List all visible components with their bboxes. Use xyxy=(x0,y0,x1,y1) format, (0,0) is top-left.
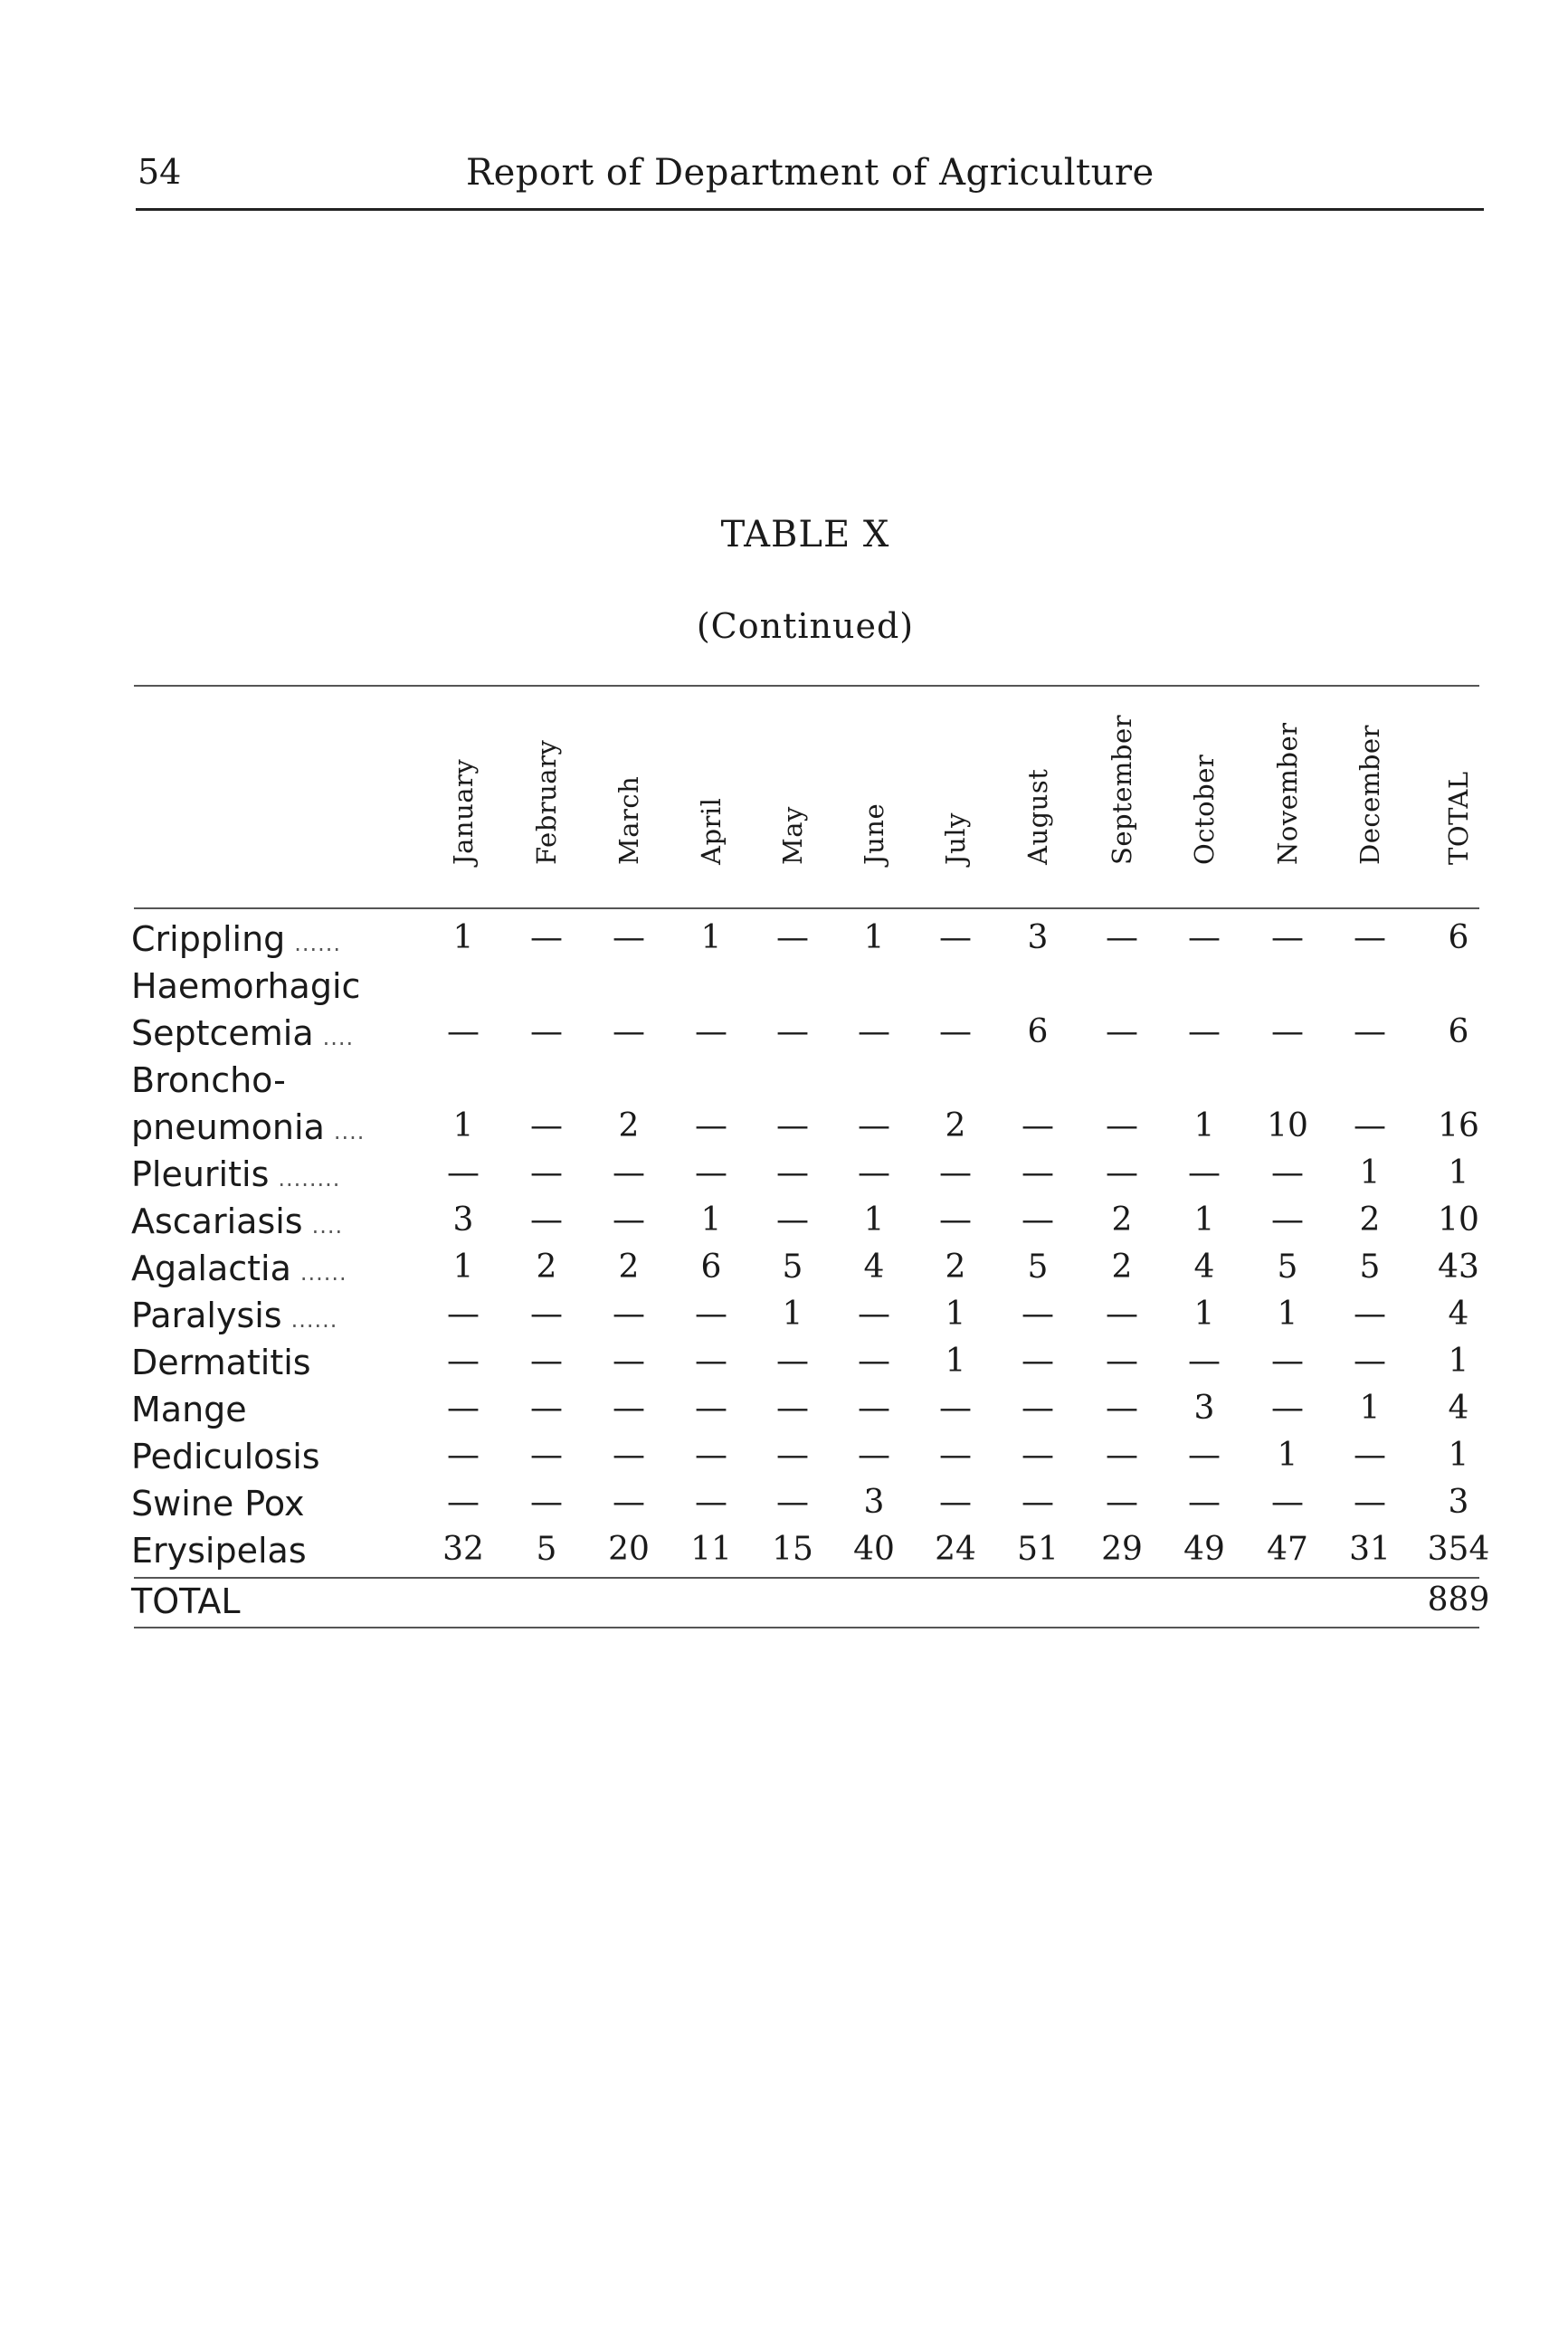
table-cell: — xyxy=(939,1013,972,1050)
table-cell: 15 xyxy=(772,1531,813,1568)
table-cell: 1 xyxy=(1193,1201,1215,1239)
leader-dots: ...... xyxy=(299,1260,347,1286)
column-header-april xyxy=(684,692,738,896)
column-header-label: October xyxy=(1189,754,1220,865)
column-header-december xyxy=(1343,692,1397,896)
column-header-october xyxy=(1177,692,1231,896)
table-cell: — xyxy=(695,1437,727,1474)
row-label-pleuritis xyxy=(131,1154,340,1194)
table-cell: — xyxy=(1354,1343,1386,1380)
table-cell: — xyxy=(1271,1013,1304,1050)
table-cell: — xyxy=(530,1013,563,1050)
column-header-label: December xyxy=(1354,725,1385,865)
table-cell: — xyxy=(1354,1484,1386,1521)
table-cell: 1 xyxy=(700,919,722,956)
table-cell: — xyxy=(776,1484,809,1521)
table-cell: 47 xyxy=(1267,1531,1308,1568)
table-cell: 5 xyxy=(1027,1248,1049,1286)
table-title: TABLE X xyxy=(720,514,890,555)
table-cell: — xyxy=(613,1343,645,1380)
table-cell: — xyxy=(1354,1437,1386,1474)
column-header-label: November xyxy=(1272,722,1303,865)
header-bottom-rule xyxy=(134,907,1479,909)
row-total-cell: 10 xyxy=(1438,1201,1479,1239)
table-cell: — xyxy=(776,1107,809,1144)
row-total-cell: 6 xyxy=(1448,1013,1469,1050)
table-cell: — xyxy=(613,1013,645,1050)
table-cell: — xyxy=(858,1107,890,1144)
row-label-swine-pox xyxy=(131,1484,304,1524)
table-cell: — xyxy=(447,1154,480,1191)
table-cell: — xyxy=(695,1107,727,1144)
row-label-text: Broncho- xyxy=(131,1060,286,1100)
table-cell: 49 xyxy=(1183,1531,1225,1568)
table-cell: — xyxy=(530,1154,563,1191)
row-label-pediculosis xyxy=(131,1437,320,1476)
table-cell: 10 xyxy=(1267,1107,1308,1144)
table-cell: — xyxy=(858,1013,890,1050)
row-label-text: Agalactia xyxy=(131,1248,291,1288)
table-cell: — xyxy=(1188,1437,1221,1474)
table-cell: — xyxy=(695,1390,727,1427)
row-label-dermatitis xyxy=(131,1343,311,1382)
table-cell: 1 xyxy=(863,919,885,956)
column-header-january xyxy=(436,692,490,896)
table-cell: 31 xyxy=(1349,1531,1391,1568)
table-cell: 2 xyxy=(945,1248,966,1286)
table-cell: — xyxy=(776,1201,809,1239)
table-cell: — xyxy=(530,1296,563,1333)
table-cell: 1 xyxy=(782,1296,803,1333)
column-header-label: June xyxy=(859,802,889,865)
table-cell: — xyxy=(858,1296,890,1333)
column-header-june xyxy=(847,692,901,896)
table-cell: — xyxy=(1022,1343,1054,1380)
table-cell: 2 xyxy=(1359,1201,1381,1239)
row-label-pneumonia xyxy=(131,1107,365,1147)
table-cell: — xyxy=(613,1390,645,1427)
table-cell: — xyxy=(695,1013,727,1050)
table-cell: — xyxy=(613,1296,645,1333)
table-cell: — xyxy=(776,1437,809,1474)
column-header-label: September xyxy=(1107,715,1137,865)
table-cell: — xyxy=(1271,1201,1304,1239)
leader-dots: ...... xyxy=(290,1307,338,1333)
table-cell: 1 xyxy=(452,1107,474,1144)
table-cell: — xyxy=(1106,1484,1138,1521)
table-cell: 32 xyxy=(442,1531,484,1568)
table-cell: — xyxy=(530,1343,563,1380)
table-cell: — xyxy=(776,1390,809,1427)
table-cell: — xyxy=(1106,1107,1138,1144)
table-cell: — xyxy=(858,1437,890,1474)
table-cell: 6 xyxy=(700,1248,722,1286)
table-cell: — xyxy=(1106,1013,1138,1050)
table-cell: 2 xyxy=(618,1107,640,1144)
row-label-text: Mange xyxy=(131,1390,247,1429)
column-header-label: January xyxy=(448,758,479,865)
table-cell: — xyxy=(447,1437,480,1474)
table-cell: — xyxy=(1354,1296,1386,1333)
table-cell: 20 xyxy=(608,1531,650,1568)
header-rule xyxy=(136,208,1484,211)
row-label-crippling xyxy=(131,919,341,959)
table-bottom-rule xyxy=(134,1627,1479,1628)
column-header-november xyxy=(1260,692,1315,896)
column-header-label: March xyxy=(613,775,644,865)
column-header-label: February xyxy=(531,739,562,865)
table-cell: — xyxy=(939,1390,972,1427)
row-total-cell: 43 xyxy=(1438,1248,1479,1286)
table-cell: 51 xyxy=(1017,1531,1059,1568)
row-label-text: Crippling xyxy=(131,919,286,959)
total-row-label: TOTAL xyxy=(131,1581,241,1621)
table-cell: 40 xyxy=(853,1531,895,1568)
leader-dots: .... xyxy=(311,1213,344,1239)
row-label-text: Dermatitis xyxy=(131,1343,311,1382)
table-cell: — xyxy=(530,1484,563,1521)
table-cell: — xyxy=(1106,1437,1138,1474)
table-cell: — xyxy=(1022,1107,1054,1144)
table-cell: — xyxy=(1022,1390,1054,1427)
row-total-cell: 4 xyxy=(1448,1296,1469,1333)
row-label-erysipelas xyxy=(131,1531,307,1571)
table-cell: 2 xyxy=(536,1248,557,1286)
row-label-text: Pleuritis xyxy=(131,1154,270,1194)
table-cell: 24 xyxy=(935,1531,976,1568)
table-cell: — xyxy=(776,919,809,956)
table-cell: — xyxy=(1271,1390,1304,1427)
table-cell: 5 xyxy=(536,1531,557,1568)
table-cell: 6 xyxy=(1027,1013,1049,1050)
row-total-cell: 16 xyxy=(1438,1107,1479,1144)
row-total-cell: 1 xyxy=(1448,1343,1469,1380)
table-cell: 4 xyxy=(1193,1248,1215,1286)
row-label-text: Haemorhagic xyxy=(131,966,361,1006)
table-cell: — xyxy=(1106,1154,1138,1191)
total-rule xyxy=(134,1577,1479,1579)
table-cell: — xyxy=(613,1201,645,1239)
table-cell: — xyxy=(1354,1013,1386,1050)
table-cell: 1 xyxy=(945,1343,966,1380)
table-cell: — xyxy=(695,1484,727,1521)
table-cell: — xyxy=(1106,919,1138,956)
row-total-cell: 4 xyxy=(1448,1390,1469,1427)
table-cell: 2 xyxy=(1111,1201,1133,1239)
leader-dots: .... xyxy=(322,1025,355,1050)
column-header-label: July xyxy=(940,812,971,865)
table-cell: — xyxy=(1106,1296,1138,1333)
table-cell: — xyxy=(530,919,563,956)
row-total-cell: 3 xyxy=(1448,1484,1469,1521)
table-cell: 1 xyxy=(1359,1390,1381,1427)
row-total-cell: 6 xyxy=(1448,919,1469,956)
table-cell: — xyxy=(530,1437,563,1474)
table-cell: — xyxy=(613,919,645,956)
table-cell: — xyxy=(695,1154,727,1191)
row-label-text: pneumonia xyxy=(131,1107,325,1147)
table-cell: — xyxy=(939,1484,972,1521)
row-label-text: Paralysis xyxy=(131,1296,282,1335)
table-subtitle: (Continued) xyxy=(696,606,915,646)
table-cell: — xyxy=(1188,1343,1221,1380)
table-cell: — xyxy=(1271,1154,1304,1191)
table-cell: — xyxy=(1022,1201,1054,1239)
table-cell: — xyxy=(613,1484,645,1521)
table-cell: — xyxy=(1022,1437,1054,1474)
table-cell: 1 xyxy=(1193,1107,1215,1144)
leader-dots: .... xyxy=(333,1119,366,1144)
table-cell: — xyxy=(1106,1390,1138,1427)
row-label-mange xyxy=(131,1390,247,1429)
table-cell: 4 xyxy=(863,1248,885,1286)
table-cell: 1 xyxy=(452,919,474,956)
column-header-march xyxy=(602,692,656,896)
leader-dots: ...... xyxy=(294,931,342,956)
table-top-rule xyxy=(134,685,1479,687)
table-cell: — xyxy=(447,1013,480,1050)
row-label-haemorhagic xyxy=(131,966,360,1006)
column-header-label: April xyxy=(696,797,727,865)
table-cell: — xyxy=(447,1343,480,1380)
row-label-agalactia xyxy=(131,1248,347,1288)
row-total-cell: 1 xyxy=(1448,1154,1469,1191)
table-cell: 1 xyxy=(1277,1296,1298,1333)
table-cell: 5 xyxy=(782,1248,803,1286)
row-total-cell: 354 xyxy=(1427,1531,1490,1568)
table-cell: 1 xyxy=(1277,1437,1298,1474)
table-cell: — xyxy=(939,919,972,956)
row-label-text: Septcemia xyxy=(131,1013,314,1053)
table-cell: — xyxy=(695,1296,727,1333)
table-cell: — xyxy=(1354,919,1386,956)
table-cell: — xyxy=(695,1343,727,1380)
table-cell: — xyxy=(1106,1343,1138,1380)
column-header-label: TOTAL xyxy=(1443,771,1474,865)
table-cell: 29 xyxy=(1101,1531,1143,1568)
column-header-label: May xyxy=(777,806,808,865)
table-cell: — xyxy=(1188,919,1221,956)
column-header-total xyxy=(1431,692,1486,896)
table-cell: — xyxy=(858,1343,890,1380)
table-cell: 11 xyxy=(690,1531,732,1568)
table-cell: — xyxy=(1354,1107,1386,1144)
table-cell: — xyxy=(1022,1154,1054,1191)
table-cell: 1 xyxy=(1193,1296,1215,1333)
table-cell: 1 xyxy=(863,1201,885,1239)
row-label-broncho xyxy=(131,1060,286,1100)
table-cell: 1 xyxy=(700,1201,722,1239)
table-cell: — xyxy=(447,1390,480,1427)
table-cell: 3 xyxy=(863,1484,885,1521)
column-header-may xyxy=(765,692,820,896)
table-cell: — xyxy=(447,1296,480,1333)
table-cell: 1 xyxy=(945,1296,966,1333)
column-header-label: August xyxy=(1022,768,1053,865)
table-cell: — xyxy=(1271,1484,1304,1521)
table-cell: — xyxy=(776,1013,809,1050)
running-title: Report of Department of Agriculture xyxy=(466,152,1155,194)
table-cell: — xyxy=(1271,1343,1304,1380)
table-cell: 2 xyxy=(945,1107,966,1144)
table-cell: — xyxy=(530,1201,563,1239)
row-label-ascariasis xyxy=(131,1201,343,1241)
table-cell: — xyxy=(613,1154,645,1191)
row-label-text: Erysipelas xyxy=(131,1531,307,1571)
row-total-cell: 1 xyxy=(1448,1437,1469,1474)
table-cell: — xyxy=(1022,1296,1054,1333)
table-cell: — xyxy=(939,1437,972,1474)
row-label-text: Swine Pox xyxy=(131,1484,305,1524)
table-cell: — xyxy=(776,1343,809,1380)
table-cell: 3 xyxy=(452,1201,474,1239)
row-label-text: Ascariasis xyxy=(131,1201,303,1241)
table-cell: — xyxy=(939,1154,972,1191)
table-cell: — xyxy=(1271,919,1304,956)
table-cell: 2 xyxy=(1111,1248,1133,1286)
table-cell: 3 xyxy=(1027,919,1049,956)
table-cell: — xyxy=(858,1390,890,1427)
column-header-february xyxy=(519,692,574,896)
row-label-text: Pediculosis xyxy=(131,1437,320,1476)
row-label-septcemia xyxy=(131,1013,354,1053)
row-label-paralysis xyxy=(131,1296,337,1335)
table-cell: — xyxy=(1188,1154,1221,1191)
table-cell: — xyxy=(1188,1484,1221,1521)
table-cell: 5 xyxy=(1277,1248,1298,1286)
table-cell: — xyxy=(447,1484,480,1521)
table-cell: — xyxy=(530,1390,563,1427)
grand-total-cell: 889 xyxy=(1427,1581,1490,1619)
table-cell: — xyxy=(613,1437,645,1474)
table-cell: — xyxy=(858,1154,890,1191)
leader-dots: ........ xyxy=(278,1166,341,1191)
table-cell: — xyxy=(776,1154,809,1191)
table-cell: — xyxy=(530,1107,563,1144)
table-cell: 3 xyxy=(1193,1390,1215,1427)
table-cell: 1 xyxy=(452,1248,474,1286)
table-cell: — xyxy=(939,1201,972,1239)
column-header-july xyxy=(928,692,983,896)
table-cell: — xyxy=(1188,1013,1221,1050)
table-cell: 5 xyxy=(1359,1248,1381,1286)
column-header-august xyxy=(1011,692,1065,896)
page-number: 54 xyxy=(138,152,182,192)
table-cell: 1 xyxy=(1359,1154,1381,1191)
column-header-september xyxy=(1095,692,1149,896)
table-cell: 2 xyxy=(618,1248,640,1286)
page-header xyxy=(136,152,1484,206)
table-cell: — xyxy=(1022,1484,1054,1521)
